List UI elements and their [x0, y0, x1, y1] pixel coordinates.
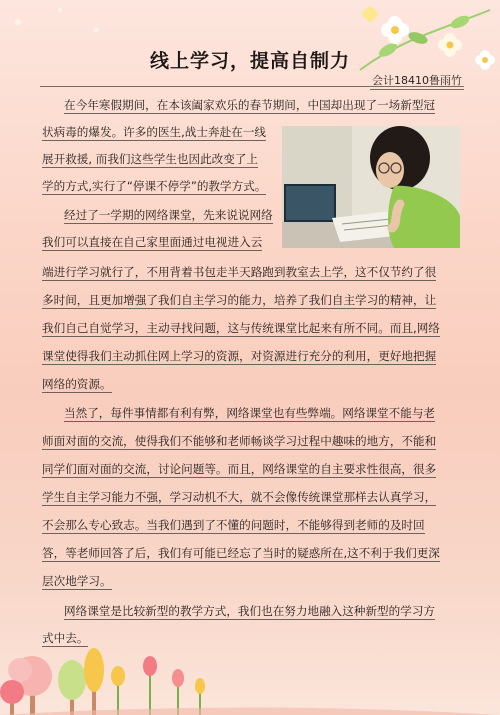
text-line: 状病毒的爆发。许多的医生,战士奔赴在一线 [42, 125, 266, 139]
title-divider [40, 86, 464, 87]
text-line: 在今年寒假期间，在本该阖家欢乐的春节期间，中国却出现了一场新型冠 [64, 98, 436, 112]
text-line: 多时间，且更加增强了我们自主学习的能力，培养了我们自主学习的精神，让 [42, 293, 437, 307]
text-line: 网络课堂是比较新型的教学方式，我们也在努力地融入这种新型的学习方 [64, 604, 436, 618]
text-line: 师面对面的交流，使得我们不能够和老师畅谈学习过程中趣味的地方，不能和 [42, 434, 437, 448]
text-line: 同学们面对面的交流，讨论问题等。而且，网络课堂的自主要求性很高，很多 [42, 462, 437, 476]
text-line: 学的方式,实行了“停课不停学”的教学方式。 [42, 179, 267, 193]
text-line: 答，等老师回答了后，我们有可能已经忘了当时的疑惑所在,这不利于我们更深 [42, 546, 440, 560]
text-line: 网络的资源。 [42, 377, 112, 391]
text-line: 不会那么专心致志。当我们遇到了不懂的问题时，不能够得到老师的及时回 [42, 518, 425, 532]
text-line: 课堂使得我们主动抓住网上学习的资源，对资源进行充分的利用，更好地把握 [42, 349, 437, 363]
page-title: 线上学习，提高自制力 [149, 50, 350, 72]
text-line: 经过了一学期的网络课堂，先来说说网络 [64, 208, 273, 222]
text-line: 学生自主学习能力不强，学习动机不大，就不会像传统课堂那样去认真学习， [42, 490, 437, 504]
text-line: 展开救援, 而我们这些学生也因此改变了上 [42, 152, 259, 166]
student-writing-photo-icon [282, 126, 460, 248]
student-writing-photo [282, 126, 460, 248]
text-line: 式中去。 [42, 631, 89, 645]
author-label: 会计18410鲁雨竹 [370, 72, 464, 90]
text-line: 我们自己自觉学习，主动寻找问题，这与传统课堂比起来有所不同。而且,网络 [42, 321, 440, 335]
text-line: 当然了，每件事情都有利有弊，网络课堂也有些弊端。网络课堂不能与老 [64, 406, 436, 420]
text-line: 端进行学习就行了，不用背着书包走半天路跑到教室去上学，这不仅节约了很 [42, 265, 437, 279]
text-line: 层次地学习。 [42, 574, 112, 588]
text-line: 我们可以直接在自己家里面通过电视进入云 [42, 235, 263, 249]
garden-decoration-icon [0, 640, 500, 715]
